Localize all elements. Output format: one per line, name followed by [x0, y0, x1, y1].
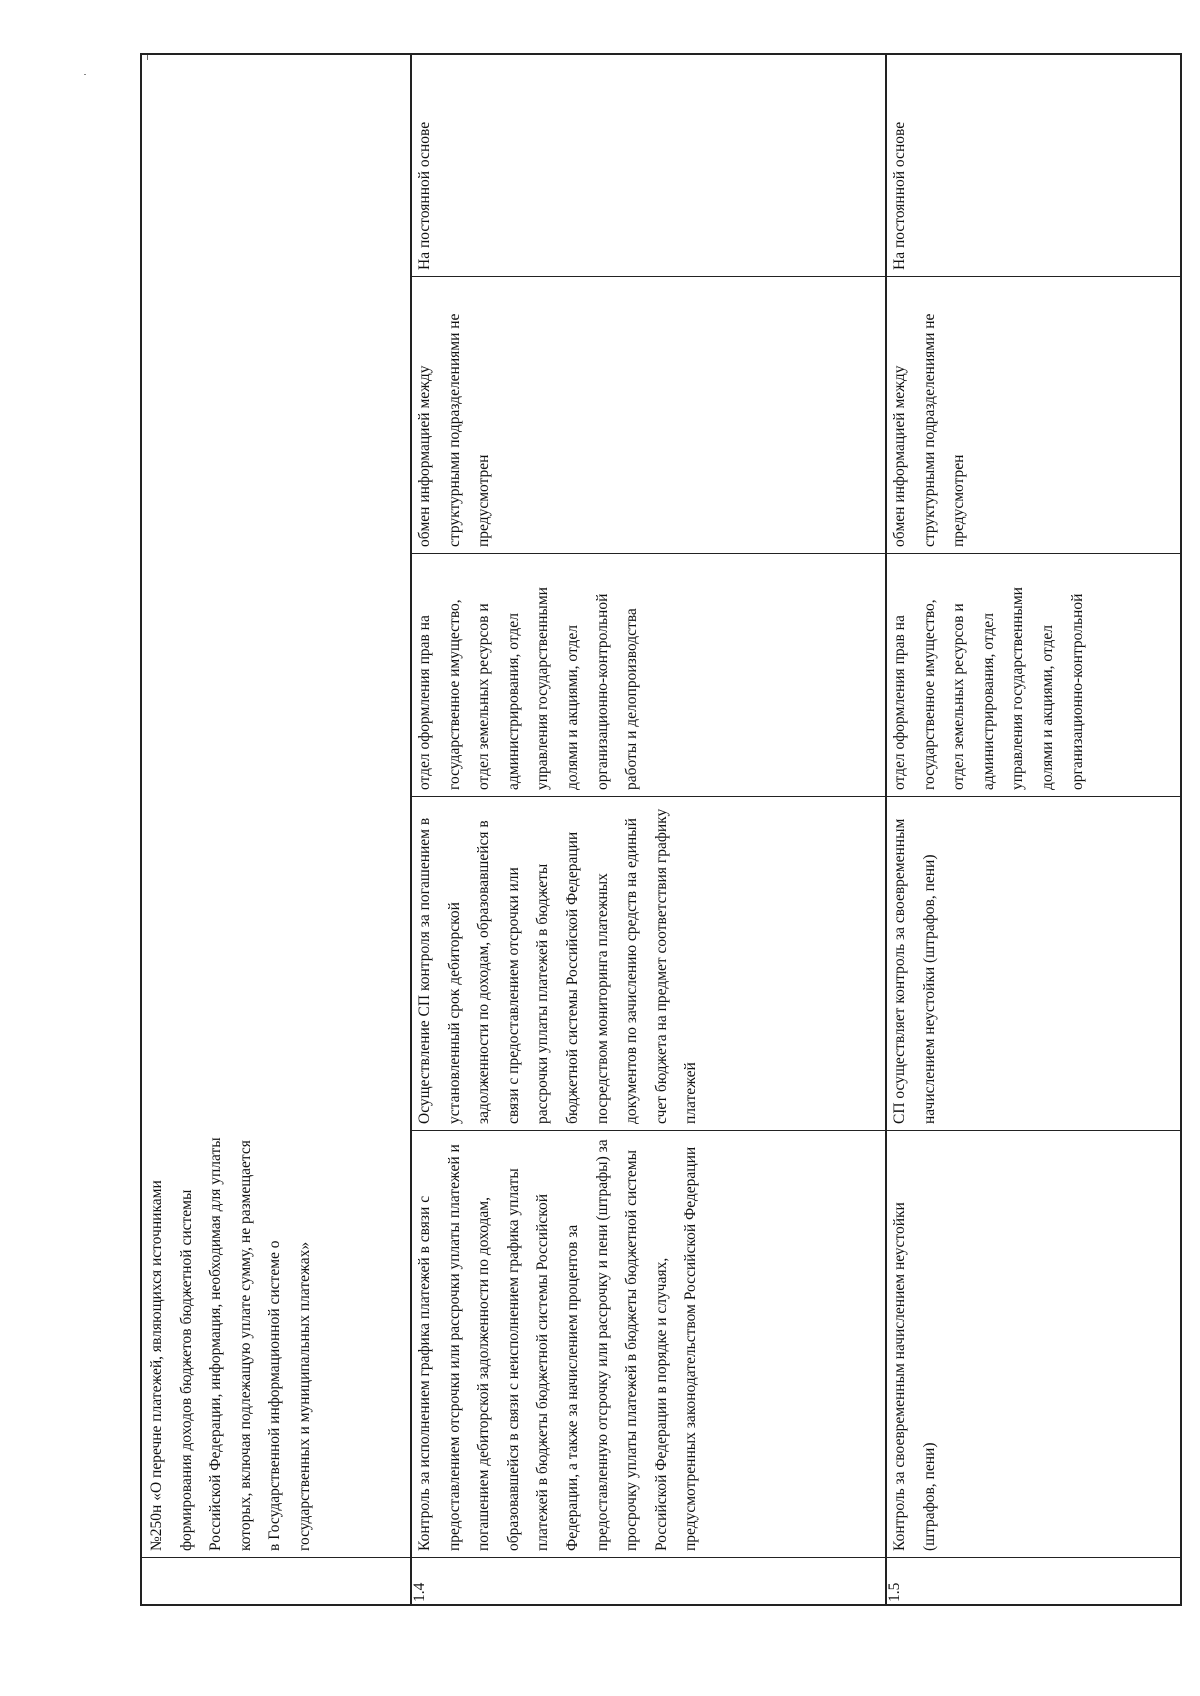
- row-number: 1.5: [886, 1582, 903, 1602]
- executor-text: отдел оформления прав на государственное имущество, отдел земельных ресурсов и администрирования, отдел управления государственными долями и акциями, отдел организационно-контрольной работы и делопроизводства: [416, 587, 641, 790]
- object-text: Контроль за своевременным начислением неустойки (штрафов, пени): [891, 1202, 938, 1551]
- row-1-4-executor-cell: [410, 553, 885, 796]
- deadline-text: На постоянной основе: [891, 121, 908, 270]
- interaction-text: обмен информацией между структурными подразделениями не предусмотрен: [416, 313, 493, 547]
- row-number: 1.4: [411, 1582, 428, 1602]
- row-1-4-deadline-cell: [410, 55, 885, 276]
- object-text: Контроль за исполнением графика платежей в связи с предоставлением отсрочки или рассрочки уплаты платежей и погашением дебиторской задолженности по доходам, образовавшейся в связи с неисполнением графика уплаты платежей в бюджеты бюджетной системы Российской Федерации, а также за начислением процентов за предоставленную отсрочку или рассрочку и пени (штрафы) за просрочку уплаты платежей в бюджеты бюджетной системы Российской Федерации в порядке и случаях, предусмотренных законодательством Российской Федерации: [416, 1139, 700, 1551]
- row-1-4-interaction-cell: [410, 276, 885, 553]
- row-1-5-interaction-cell: [885, 276, 1180, 553]
- deadline-text: На постоянной основе: [416, 121, 433, 270]
- row-1-5-number-cell: [885, 1557, 1180, 1605]
- row-1-4-measure-cell: [410, 796, 885, 1130]
- measure-text: Осуществление СП контроля за погашением в установленный срок дебиторской задолженности по доходам, образовавшейся в связи с предоставлением отсрочки или рассрочки уплаты платежей в бюджеты бюджетной системы Российской Федерации посредством мониторинга платежных документов по зачислению средств на единый счет бюджета на предмет соответствия графику платежей: [416, 808, 700, 1124]
- row-1-5-object-cell: [885, 1130, 1180, 1557]
- executor-text: отдел оформления прав на государственное имущество, отдел земельных ресурсов и администрирования, отдел управления государственными долями и акциями, отдел организационно-контрольной: [891, 587, 1086, 790]
- row-1-5-measure-cell: [885, 796, 1180, 1130]
- row-1-4-object-cell: [410, 1130, 885, 1557]
- row-1-5-deadline-cell: [885, 55, 1180, 276]
- interaction-text: обмен информацией между структурными подразделениями не предусмотрен: [891, 313, 968, 547]
- object-text: №250н «О перечне платежей, являющихся источниками формирования доходов бюджетов бюджетной системы Российской Федерации, информация, необходимая для уплаты которых, включая подлежащую уплате сумму, не размещается в Государственной информационной системе о государственных и муниципальных платежах»: [148, 1137, 313, 1551]
- measure-text: СП осуществляет контроль за своевременным начислением неустойки (штрафов, пени): [891, 818, 938, 1124]
- row-continuation-object-cell: [142, 1130, 410, 1557]
- scan-speck: [84, 74, 86, 75]
- row-1-5-executor-cell: [885, 553, 1180, 796]
- row-1-4-number-cell: [410, 1557, 885, 1605]
